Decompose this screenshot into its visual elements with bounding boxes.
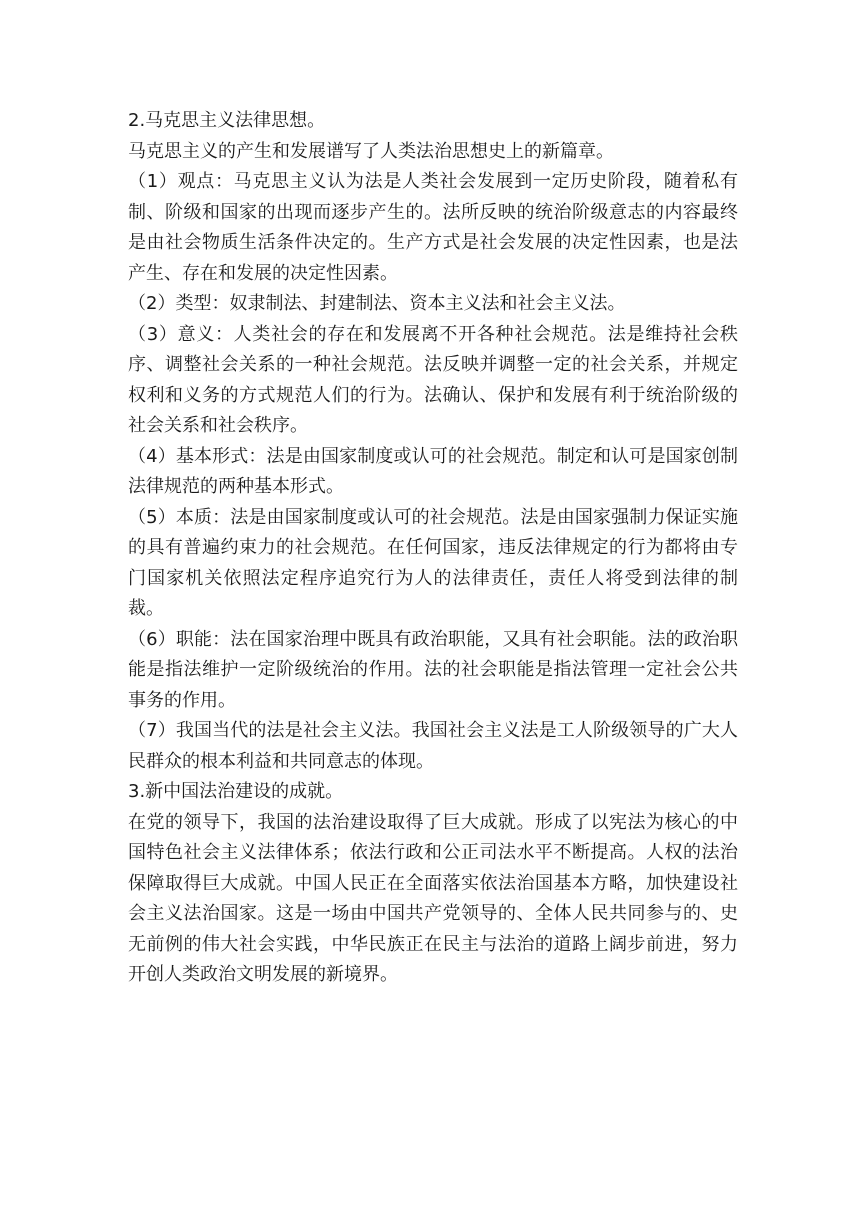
- point-3-significance: （3）意义：人类社会的存在和发展离不开各种社会规范。法是维持社会秩序、调整社会关系的一种社会规范。法反映并调整一定的社会关系，并规定权利和义务的方式规范人们的行为。法确认、保护和发展有利于统治阶级的社会关系和社会秩序。: [128, 323, 738, 436]
- point-7-socialist-law: （7）我国当代的法是社会主义法。我国社会主义法是工人阶级领导的广大人民群众的根本利益和共同意志的体现。: [128, 720, 738, 772]
- point-6-functions: （6）职能：法在国家治理中既具有政治职能，又具有社会职能。法的政治职能是指法维护一定阶级统治的作用。法的社会职能是指法管理一定社会公共事务的作用。: [128, 628, 738, 711]
- point-4-basic-forms: （4）基本形式：法是由国家制度或认可的社会规范。制定和认可是国家创制法律规范的两种基本形式。: [128, 445, 738, 497]
- section-3-heading: 3.新中国法治建设的成就。: [128, 781, 344, 802]
- section-2-heading: 2.马克思主义法律思想。: [128, 110, 326, 131]
- point-1-viewpoint: （1）观点：马克思主义认为法是人类社会发展到一定历史阶段，随着私有制、阶级和国家的出现而逐步产生的。法所反映的统治阶级意志的内容最终是由社会物质生活条件决定的。生产方式是社会发展的决定性因素，也是法产生、存在和发展的决定性因素。: [128, 171, 738, 284]
- section-3-body: 在党的领导下，我国的法治建设取得了巨大成就。形成了以宪法为核心的中国特色社会主义法律体系；依法行政和公正司法水平不断提高。人权的法治保障取得巨大成就。中国人民正在全面落实依法治国基本方略，加快建设社会主义法治国家。这是一场由中国共产党领导的、全体人民共同参与的、史无前例的伟大社会实践，中华民族正在民主与法治的道路上阔步前进，努力开创人类政治文明发展的新境界。: [128, 811, 738, 985]
- section-2-intro: 马克思主义的产生和发展谱写了人类法治思想史上的新篇章。: [128, 140, 614, 162]
- point-5-essence: （5）本质：法是由国家制度或认可的社会规范。法是由国家强制力保证实施的具有普遍约束力的社会规范。在任何国家，违反法律规定的行为都将由专门国家机关依照法定程序追究行为人的法律责任，责任人将受到法律的制裁。: [128, 506, 738, 619]
- point-2-types: （2）类型：奴隶制法、封建制法、资本主义法和社会主义法。: [128, 293, 626, 314]
- document-body: [128, 106, 738, 991]
